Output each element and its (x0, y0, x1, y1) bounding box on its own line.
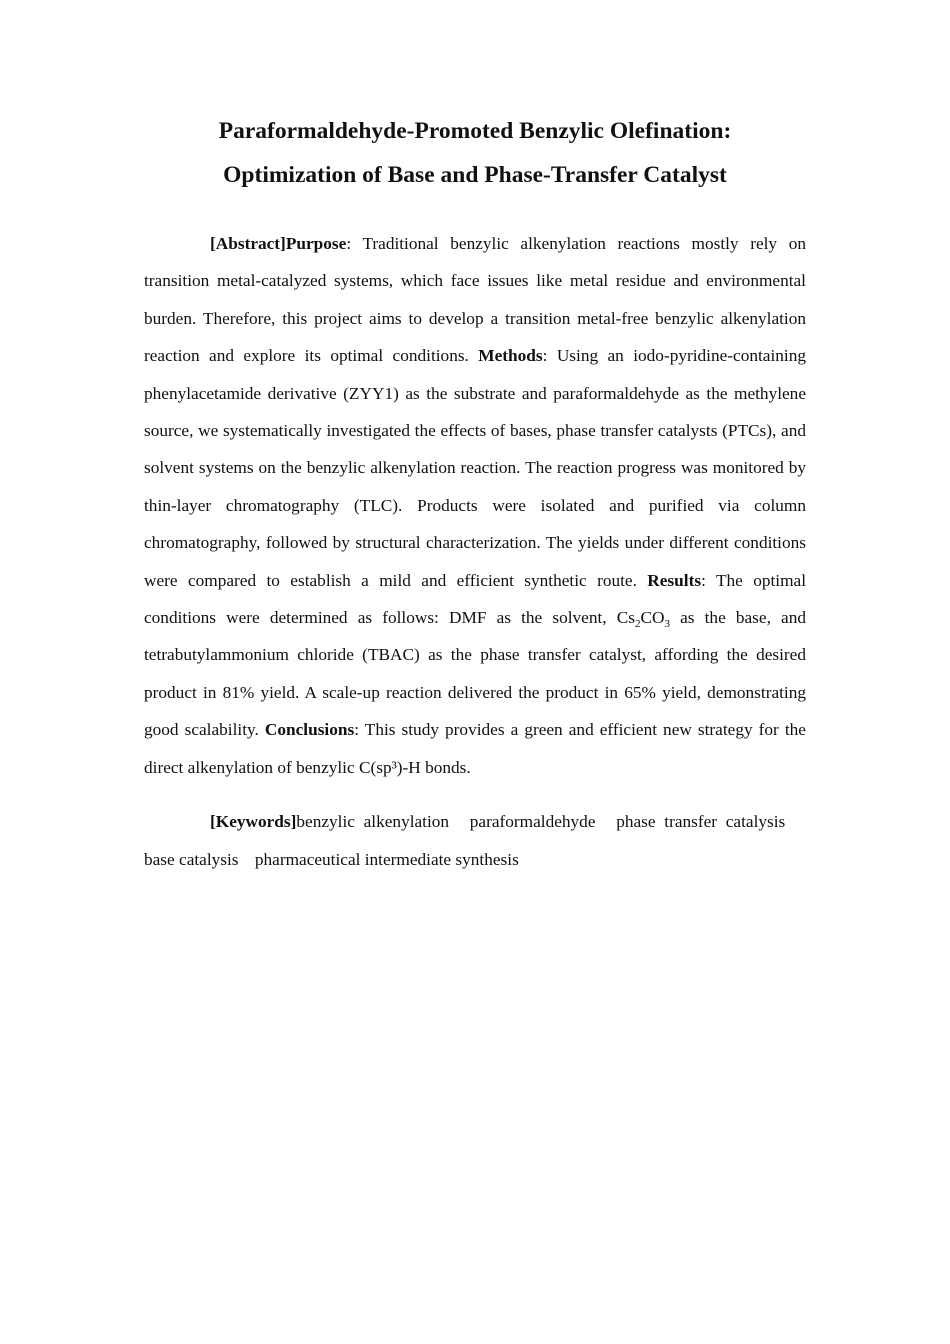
keywords-paragraph (144, 803, 806, 878)
cs-subscript: 2 (634, 618, 641, 631)
paper-title (114, 110, 836, 197)
keyword-item: base catalysis (144, 849, 239, 869)
methods-text: : Using an iodo-pyridine-containing phenylacetamide derivative (ZYY1) as the substrate and paraformaldehyde as the methylene source, we systematically investigated the effects of bases, phase transfer catalysts (PTCs), and solvent systems on the benzylic alkenylation reaction. The reaction progress was monitored by thin-layer chromatography (TLC). Products were isolated and purified via column chromatography, followed by structural characterization. The yields under different conditions were compared to establish a mild and efficient synthetic route. (144, 346, 806, 590)
conclusions-text: : This study provides a green and efficient new strategy for the direct alkenylation of benzylic C(sp³)-H bonds. (144, 720, 806, 777)
methods-label: Methods (478, 346, 543, 366)
abstract-label: [Abstract] (210, 234, 286, 253)
purpose-label: Purpose (285, 234, 347, 253)
keyword-item: benzylic alkenylation (296, 812, 450, 832)
title-line-1: Paraformaldehyde-Promoted Benzylic Olefination: (218, 118, 732, 144)
results-label: Results (647, 570, 702, 590)
keyword-item: paraformaldehyde (469, 812, 596, 832)
co-text: CO (640, 608, 665, 628)
abstract-paragraph (144, 225, 806, 786)
conclusions-label: Conclusions (264, 720, 355, 740)
title-line-2: Optimization of Base and Phase-Transfer Catalyst (223, 161, 727, 188)
purpose-text: : Traditional benzylic alkenylation reactions mostly rely on transition metal-catalyzed systems, which face issues like metal residue and environmental burden. Therefore, this project aims to develop a transition metal-free benzylic alkenylation reaction and explore its optimal conditions. (144, 234, 806, 366)
keywords-label: [Keywords] (210, 812, 297, 832)
results-text-b: as the base, and tetrabutylammonium chloride (TBAC) as the phase transfer catalyst, affording the desired product in 81% yield. A scale-up reaction delivered the product in 65% yield, demonstrating good scalability. (144, 608, 806, 740)
keyword-item: pharmaceutical intermediate synthesis (254, 849, 519, 869)
results-text-a: : The optimal conditions were determined as follows: DMF as the solvent, Cs (144, 570, 806, 628)
keyword-item: phase transfer catalysis (616, 812, 786, 832)
paper-page (144, 110, 806, 896)
co-subscript: 3 (664, 618, 670, 631)
